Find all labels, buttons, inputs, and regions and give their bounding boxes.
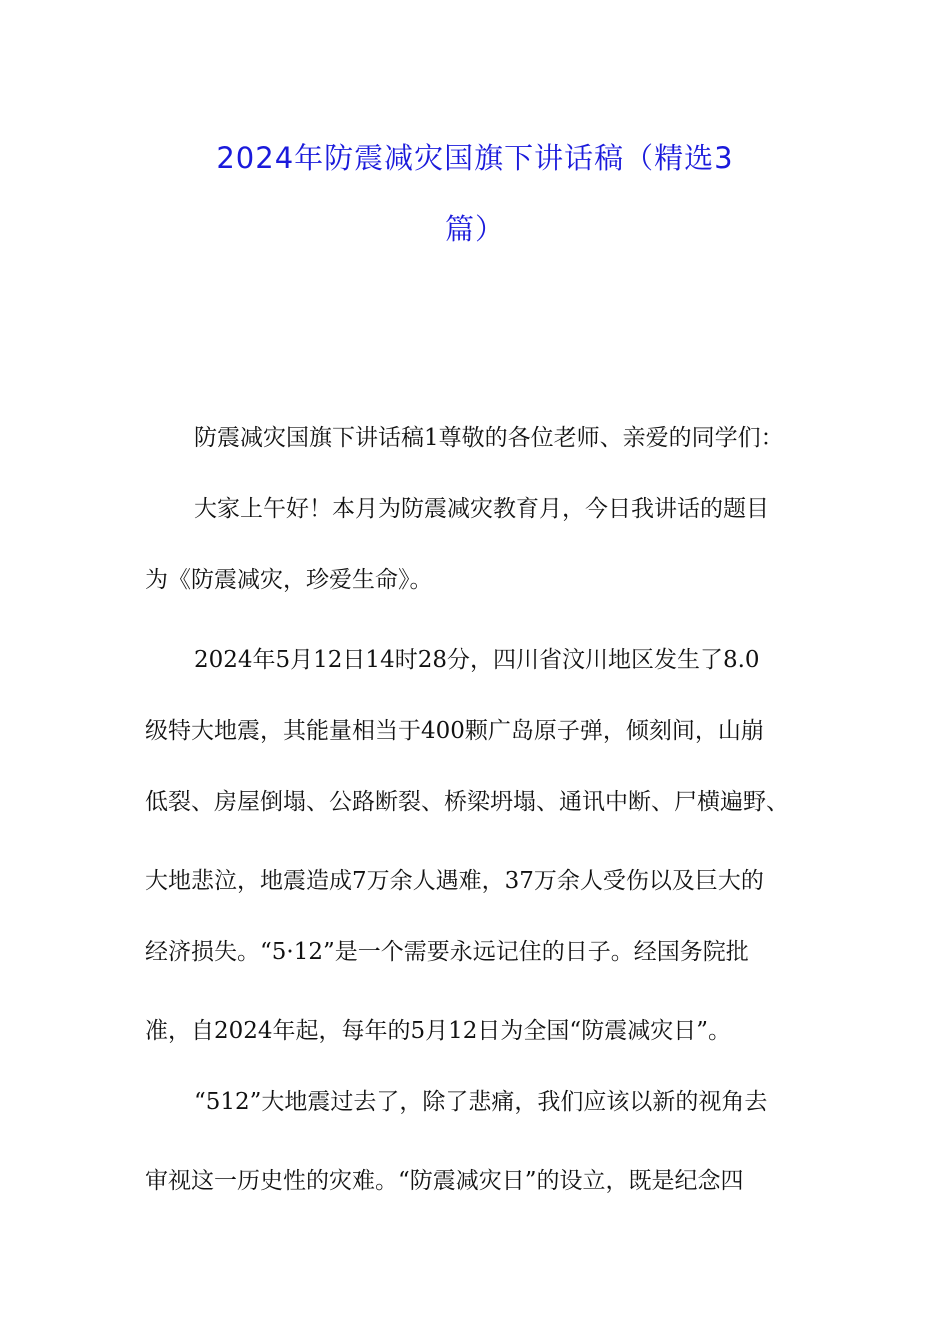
body-line-11: 审视这一历史性的灾难。“防震减灾日”的设立，既是纪念四: [145, 1168, 744, 1194]
body-line-10: “512”大地震过去了，除了悲痛，我们应该以新的视角去: [194, 1089, 768, 1115]
document-title-line-2: 篇）: [444, 212, 505, 246]
body-line-3: 为《防震减灾，珍爱生命》。: [145, 567, 433, 593]
body-line-1: 防震减灾国旗下讲话稿1尊敬的各位老师、亲爱的同学们：: [194, 425, 784, 451]
body-line-2: 大家上午好！本月为防震减灾教育月，今日我讲话的题目: [194, 496, 769, 522]
body-line-5: 级特大地震，其能量相当于400颗广岛原子弹，倾刻间，山崩: [145, 718, 764, 744]
body-line-7: 大地悲泣，地震造成7万余人遇难，37万余人受伤以及巨大的: [145, 868, 764, 894]
document-title-line-1: 2024年防震减灾国旗下讲话稿（精选3: [216, 141, 734, 175]
body-line-6: 低裂、房屋倒塌、公路断裂、桥梁坍塌、通讯中断、尸横遍野、: [145, 789, 789, 815]
body-line-4: 2024年5月12日14时28分，四川省汶川地区发生了8.0: [194, 647, 760, 673]
body-line-9: 准，自2024年起，每年的5月12日为全国“防震减灾日”。: [145, 1018, 731, 1044]
body-line-8: 经济损失。“5·12”是一个需要永远记住的日子。经国务院批: [145, 939, 749, 965]
